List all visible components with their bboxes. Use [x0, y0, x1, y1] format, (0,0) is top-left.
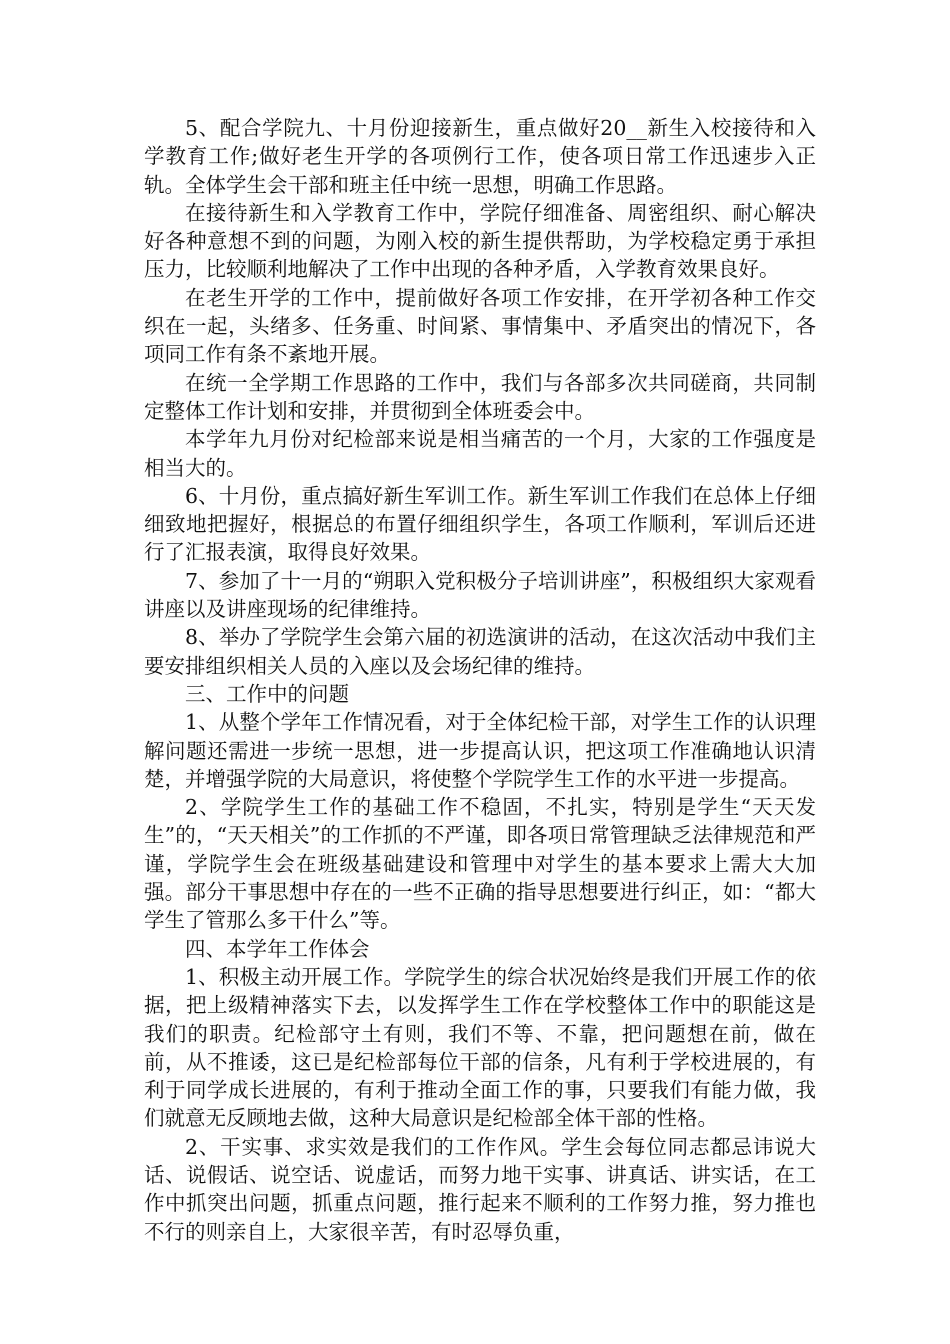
section-heading-problems: 三、工作中的问题	[185, 681, 349, 706]
paragraph-item-6: 6、十月份，重点搞好新生军训工作。新生军训工作我们在总体上仔细细致地把握好，根据总的布置仔细组织学生，各项工作顺利，军训后还进行了汇报表演，取得良好效果。	[144, 483, 816, 565]
paragraph-problem-1: 1、从整个学年工作情况看，对于全体纪检干部，对学生工作的认识理解问题还需进一步统一思想，进一步提高认识，把这项工作准确地认识清楚，并增强学院的大局意识，将使整个学院学生工作的水平进一步提高。	[144, 710, 816, 791]
paragraph-unified-thinking: 在统一全学期工作思路的工作中，我们与各部多次共同磋商，共同制定整体工作计划和安排，并贯彻到全体班委会中。	[144, 370, 816, 423]
paragraph-problem-2: 2、学院学生工作的基础工作不稳固，不扎实，特别是学生“天天发生”的，“天天相关”的工作抓的不严谨，即各项日常管理缺乏法律规范和严谨，学院学生会在班级基础建设和管理中对学生的基本要求上需大大加强。部分干事思想中存在的一些不正确的指导思想要进行纠正，如：“都大学生了管那么多干什么”等。	[144, 795, 816, 933]
paragraph-september: 本学年九月份对纪检部来说是相当痛苦的一个月，大家的工作强度是相当大的。	[144, 427, 816, 480]
paragraph-item-7: 7、参加了十一月的“朔职入党积极分子培训讲座”，积极组织大家观看讲座以及讲座现场的纪律维持。	[144, 568, 816, 622]
paragraph-item-5: 5、配合学院九、十月份迎接新生，重点做好20__新生入校接待和入学教育工作;做好老生开学的各项例行工作，使各项日常工作迅速步入正轨。全体学生会干部和班主任中统一思想，明确工作思路。	[144, 116, 816, 197]
paragraph-new-student-reception: 在接待新生和入学教育工作中，学院仔细准备、周密组织、耐心解决好各种意想不到的问题，为刚入校的新生提供帮助，为学校稳定勇于承担压力，比较顺利地解决了工作中出现的各种矛盾，入学教育效果良好。	[144, 200, 816, 282]
paragraph-item-8: 8、举办了学院学生会第六届的初选演讲的活动，在这次活动中我们主要安排组织相关人员的入座以及会场纪律的维持。	[144, 625, 816, 678]
paragraph-returning-students: 在老生开学的工作中，提前做好各项工作安排，在开学初各种工作交织在一起，头绪多、任务重、时间紧、事情集中、矛盾突出的情况下，各项同工作有条不紊地开展。	[144, 285, 816, 367]
section-heading-experience: 四、本学年工作体会	[185, 936, 370, 961]
document-body	[144, 114, 816, 1246]
paragraph-experience-1: 1、积极主动开展工作。学院学生的综合状况始终是我们开展工作的依据，把上级精神落实下去，以发挥学生工作在学校整体工作中的职能这是我们的职责。纪检部守土有则，我们不等、不靠，把问题想在前，做在前，从不推诿，这已是纪检部每位干部的信条，凡有利于学校进展的，有利于同学成长进展的，有利于推动全面工作的事，只要我们有能力做，我们就意无反顾地去做，这种大局意识是纪检部全体干部的性格。	[144, 964, 816, 1131]
paragraph-experience-2: 2、干实事、求实效是我们的工作作风。学生会每位同志都忌讳说大话、说假话、说空话、说虚话，而努力地干实事、讲真话、讲实话，在工作中抓突出问题，抓重点问题，推行起来不顺利的工作努力推，努力推也不行的则亲自上，大家很辛苦，有时忍辱负重，	[144, 1134, 816, 1244]
